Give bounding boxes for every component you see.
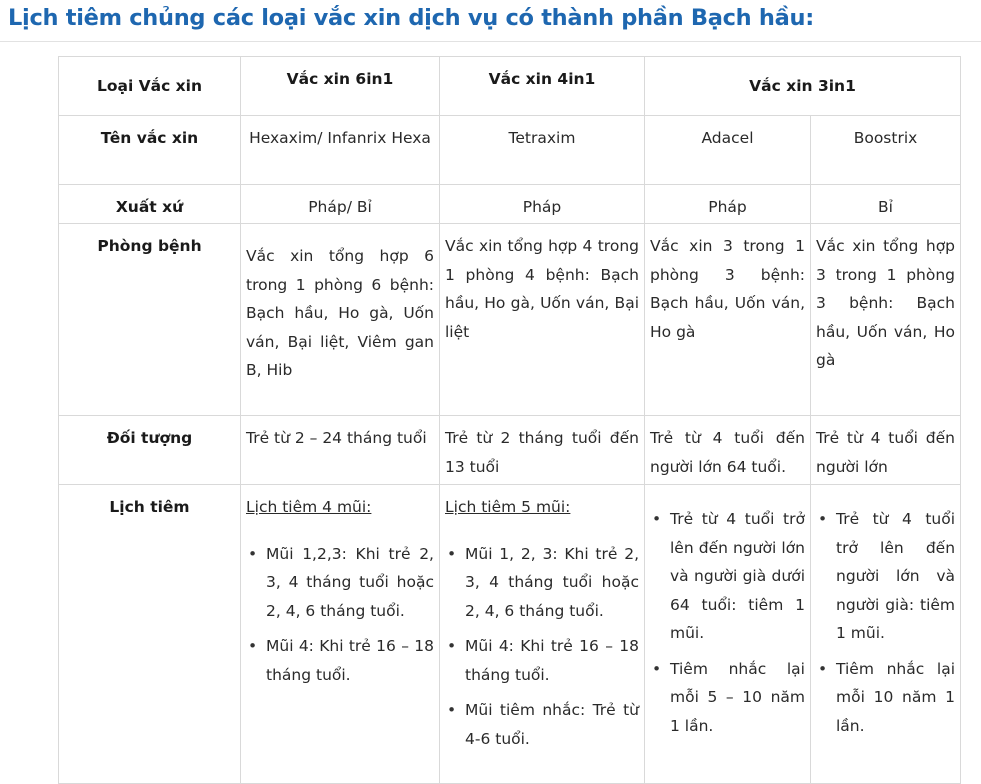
- table-row-origin: [59, 185, 961, 224]
- target-boostrix: Trẻ từ 4 tuổi đến người lớn: [811, 416, 961, 485]
- schedule-list-boostrix: [816, 505, 955, 740]
- list-item: • Trẻ từ 4 tuổi trở lên đến người lớn và người già dưới 64 tuổi: tiêm 1 mũi.: [670, 505, 805, 648]
- origin-hexa: Pháp/ Bỉ: [241, 185, 440, 224]
- schedule-boostrix: [811, 485, 961, 784]
- list-item: • Mũi 4: Khi trẻ 16 – 18 tháng tuổi.: [266, 632, 434, 689]
- target-adacel: Trẻ từ 4 tuổi đến người lớn 64 tuổi.: [645, 416, 811, 485]
- list-item: • Mũi tiêm nhắc: Trẻ từ 4-6 tuổi.: [465, 696, 639, 753]
- vaccine-schedule-table: [58, 56, 961, 784]
- name-adacel: Adacel: [645, 116, 811, 185]
- row-label-schedule: Lịch tiêm: [59, 485, 241, 784]
- list-item: • Mũi 1,2,3: Khi trẻ 2, 3, 4 tháng tuổi hoặc 2, 4, 6 tháng tuổi.: [266, 540, 434, 626]
- header-6in1: Vắc xin 6in1: [241, 57, 440, 116]
- list-item: • Mũi 1, 2, 3: Khi trẻ 2, 3, 4 tháng tuổi hoặc 2, 4, 6 tháng tuổi.: [465, 540, 639, 626]
- schedule-heading-hexa: Lịch tiêm 4 mũi:: [246, 498, 372, 516]
- prevention-boostrix: Vắc xin tổng hợp 3 trong 1 phòng 3 bệnh: Bạch hầu, Uốn ván, Ho gà: [811, 224, 961, 416]
- row-label-name: Tên vắc xin: [59, 116, 241, 185]
- origin-tetraxim: Pháp: [440, 185, 645, 224]
- origin-boostrix: Bỉ: [811, 185, 961, 224]
- table-row-schedule: [59, 485, 961, 784]
- schedule-tetraxim: [440, 485, 645, 784]
- page-title: Lịch tiêm chủng các loại vắc xin dịch vụ có thành phần Bạch hầu:: [8, 5, 814, 31]
- prevention-tetraxim: Vắc xin tổng hợp 4 trong 1 phòng 4 bệnh: Bạch hầu, Ho gà, Uốn ván, Bại liệt: [440, 224, 645, 416]
- prevention-hexa: Vắc xin tổng hợp 6 trong 1 phòng 6 bệnh: Bạch hầu, Ho gà, Uốn ván, Bại liệt, Viêm gan B, Hib: [241, 224, 440, 416]
- prevention-adacel: Vắc xin 3 trong 1 phòng 3 bệnh: Bạch hầu, Uốn ván, Ho gà: [645, 224, 811, 416]
- schedule-list-adacel: [650, 505, 805, 740]
- schedule-hexa: [241, 485, 440, 784]
- row-label-prevention: Phòng bệnh: [59, 224, 241, 416]
- table-header-row: [59, 57, 961, 116]
- list-item: • Tiêm nhắc lại mỗi 5 – 10 năm 1 lần.: [670, 655, 805, 741]
- row-label-target: Đối tượng: [59, 416, 241, 485]
- header-vaccine-type: Loại Vắc xin: [59, 57, 241, 116]
- name-hexa: Hexaxim/ Infanrix Hexa: [241, 116, 440, 185]
- row-label-origin: Xuất xứ: [59, 185, 241, 224]
- table-row-prevention: [59, 224, 961, 416]
- title-divider: [0, 41, 981, 42]
- target-tetraxim: Trẻ từ 2 tháng tuổi đến 13 tuổi: [440, 416, 645, 485]
- name-tetraxim: Tetraxim: [440, 116, 645, 185]
- list-item: • Tiêm nhắc lại mỗi 10 năm 1 lần.: [836, 655, 955, 741]
- schedule-list-hexa: [246, 540, 434, 690]
- table-row-name: [59, 116, 961, 185]
- header-3in1: Vắc xin 3in1: [645, 57, 961, 116]
- header-4in1: Vắc xin 4in1: [440, 57, 645, 116]
- list-item: • Mũi 4: Khi trẻ 16 – 18 tháng tuổi.: [465, 632, 639, 689]
- table-row-target: [59, 416, 961, 485]
- schedule-list-tetraxim: [445, 540, 639, 754]
- origin-adacel: Pháp: [645, 185, 811, 224]
- list-item: • Trẻ từ 4 tuổi trở lên đến người lớn và người già: tiêm 1 mũi.: [836, 505, 955, 648]
- target-hexa: Trẻ từ 2 – 24 tháng tuổi: [241, 416, 440, 485]
- schedule-adacel: [645, 485, 811, 784]
- name-boostrix: Boostrix: [811, 116, 961, 185]
- schedule-heading-tetraxim: Lịch tiêm 5 mũi:: [445, 498, 571, 516]
